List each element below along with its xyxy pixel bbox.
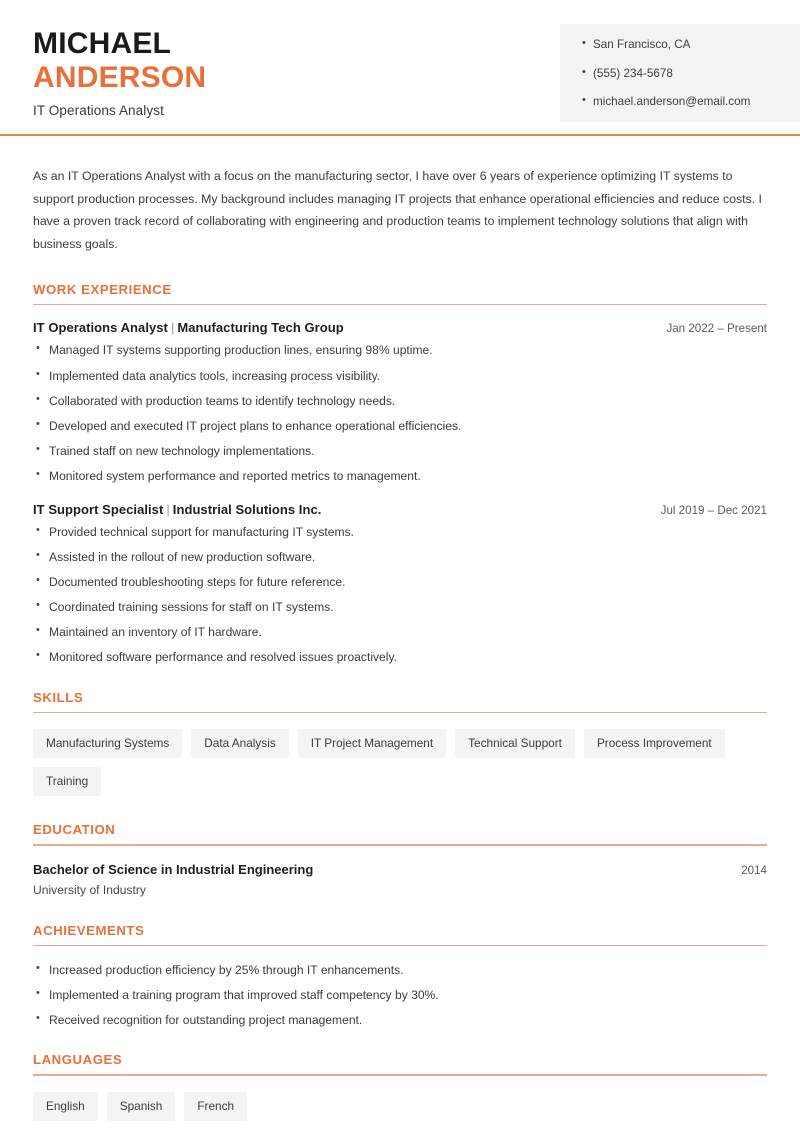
experience-entry	[33, 320, 767, 482]
header-job-title: IT Operations Analyst	[33, 103, 164, 119]
contact-phone: • (555) 234-5678	[582, 68, 784, 80]
contact-list	[582, 39, 784, 108]
contact-email: • michael.anderson@email.com	[582, 96, 784, 108]
bullet-item: • Received recognition for outstanding project management.	[33, 1014, 767, 1026]
section-divider	[33, 945, 767, 947]
skill-chip: Training	[33, 767, 101, 796]
education-year: 2014	[741, 863, 767, 877]
section-title-skills: SKILLS	[33, 689, 84, 705]
resume-content	[0, 165, 800, 1121]
bullet-item: • Monitored software performance and resolved issues proactively.	[33, 651, 767, 663]
section-achievements	[33, 923, 767, 1027]
skill-chip: Process Improvement	[584, 729, 725, 758]
contact-box	[560, 24, 800, 122]
section-languages	[33, 1052, 767, 1120]
skill-chip: Manufacturing Systems	[33, 729, 182, 758]
bullet-item: • Documented troubleshooting steps for future reference.	[33, 576, 767, 588]
resume-header	[0, 0, 800, 135]
section-title-achievements: ACHIEVEMENTS	[33, 922, 145, 938]
section-title-education: EDUCATION	[33, 822, 116, 837]
section-divider	[33, 844, 767, 846]
experience-date: Jan 2022 – Present	[666, 322, 767, 336]
education-school: University of Industry	[33, 882, 146, 897]
bullet-item: • Coordinated training sessions for staff on IT systems.	[33, 601, 767, 613]
skill-chip: Technical Support	[455, 729, 575, 758]
experience-bullets	[33, 344, 767, 482]
bullet-item: • Provided technical support for manufacturing IT systems.	[33, 526, 767, 538]
bullet-item: • Increased production efficiency by 25% through IT enhancements.	[33, 964, 767, 976]
section-title-languages: LANGUAGES	[33, 1052, 123, 1068]
bullet-item: • Trained staff on new technology implementations.	[33, 445, 767, 457]
achievements-bullets	[33, 964, 767, 1026]
bullet-item: • Developed and executed IT project plans to enhance operational efficiencies.	[33, 420, 767, 432]
bullet-item: • Assisted in the rollout of new production software.	[33, 551, 767, 563]
bullet-item: • Implemented data analytics tools, increasing process visibility.	[33, 370, 767, 382]
languages-chip-list	[33, 1092, 767, 1121]
experience-date: Jul 2019 – Dec 2021	[660, 504, 767, 517]
skill-chip: IT Project Management	[298, 729, 446, 758]
bullet-item: • Maintained an inventory of IT hardware.	[33, 626, 767, 638]
experience-company: Manufacturing Tech Group	[177, 320, 344, 336]
bullet-item: • Collaborated with production teams to identify technology needs.	[33, 395, 767, 407]
contact-location: • San Francisco, CA	[582, 39, 784, 51]
experience-title	[33, 320, 344, 335]
language-chip: French	[184, 1092, 247, 1121]
last-name: ANDERSON	[33, 60, 207, 94]
professional-summary: As an IT Operations Analyst with a focus on the manufacturing sector, I have over 6 years of experience optimizing IT systems to support production processes. My background includes managing IT projects that enhance operational efficiencies and reduce costs. I have a proven track record of collaborating with engineering and production teams to implement technology solutions that align with business goals.	[33, 169, 762, 252]
title-separator: |	[166, 502, 170, 517]
section-divider	[33, 1074, 767, 1076]
education-degree: Bachelor of Science in Industrial Engineering	[33, 861, 314, 877]
title-separator: |	[170, 320, 175, 336]
section-divider	[33, 712, 767, 714]
section-title-work-experience: WORK EXPERIENCE	[33, 281, 172, 297]
experience-entry	[33, 502, 767, 664]
experience-title	[33, 502, 321, 517]
bullet-item: • Implemented a training program that improved staff competency by 30%.	[33, 989, 767, 1001]
language-chip: Spanish	[107, 1092, 176, 1121]
section-education	[33, 822, 767, 897]
section-divider	[33, 304, 767, 306]
skills-chip-list	[33, 729, 767, 796]
experience-role: IT Support Specialist	[33, 502, 164, 517]
experience-bullets	[33, 526, 767, 664]
bullet-item: • Monitored system performance and reported metrics to management.	[33, 470, 767, 482]
identity-block	[33, 24, 206, 118]
experience-role: IT Operations Analyst	[33, 320, 168, 336]
header-divider	[0, 134, 800, 136]
skill-chip: Data Analysis	[191, 729, 288, 758]
first-name: MICHAEL	[33, 27, 172, 60]
language-chip: English	[33, 1092, 98, 1121]
section-work-experience	[33, 282, 767, 664]
section-skills	[33, 690, 767, 796]
bullet-item: • Managed IT systems supporting production lines, ensuring 98% uptime.	[33, 344, 767, 356]
experience-company: Industrial Solutions Inc.	[172, 502, 322, 517]
